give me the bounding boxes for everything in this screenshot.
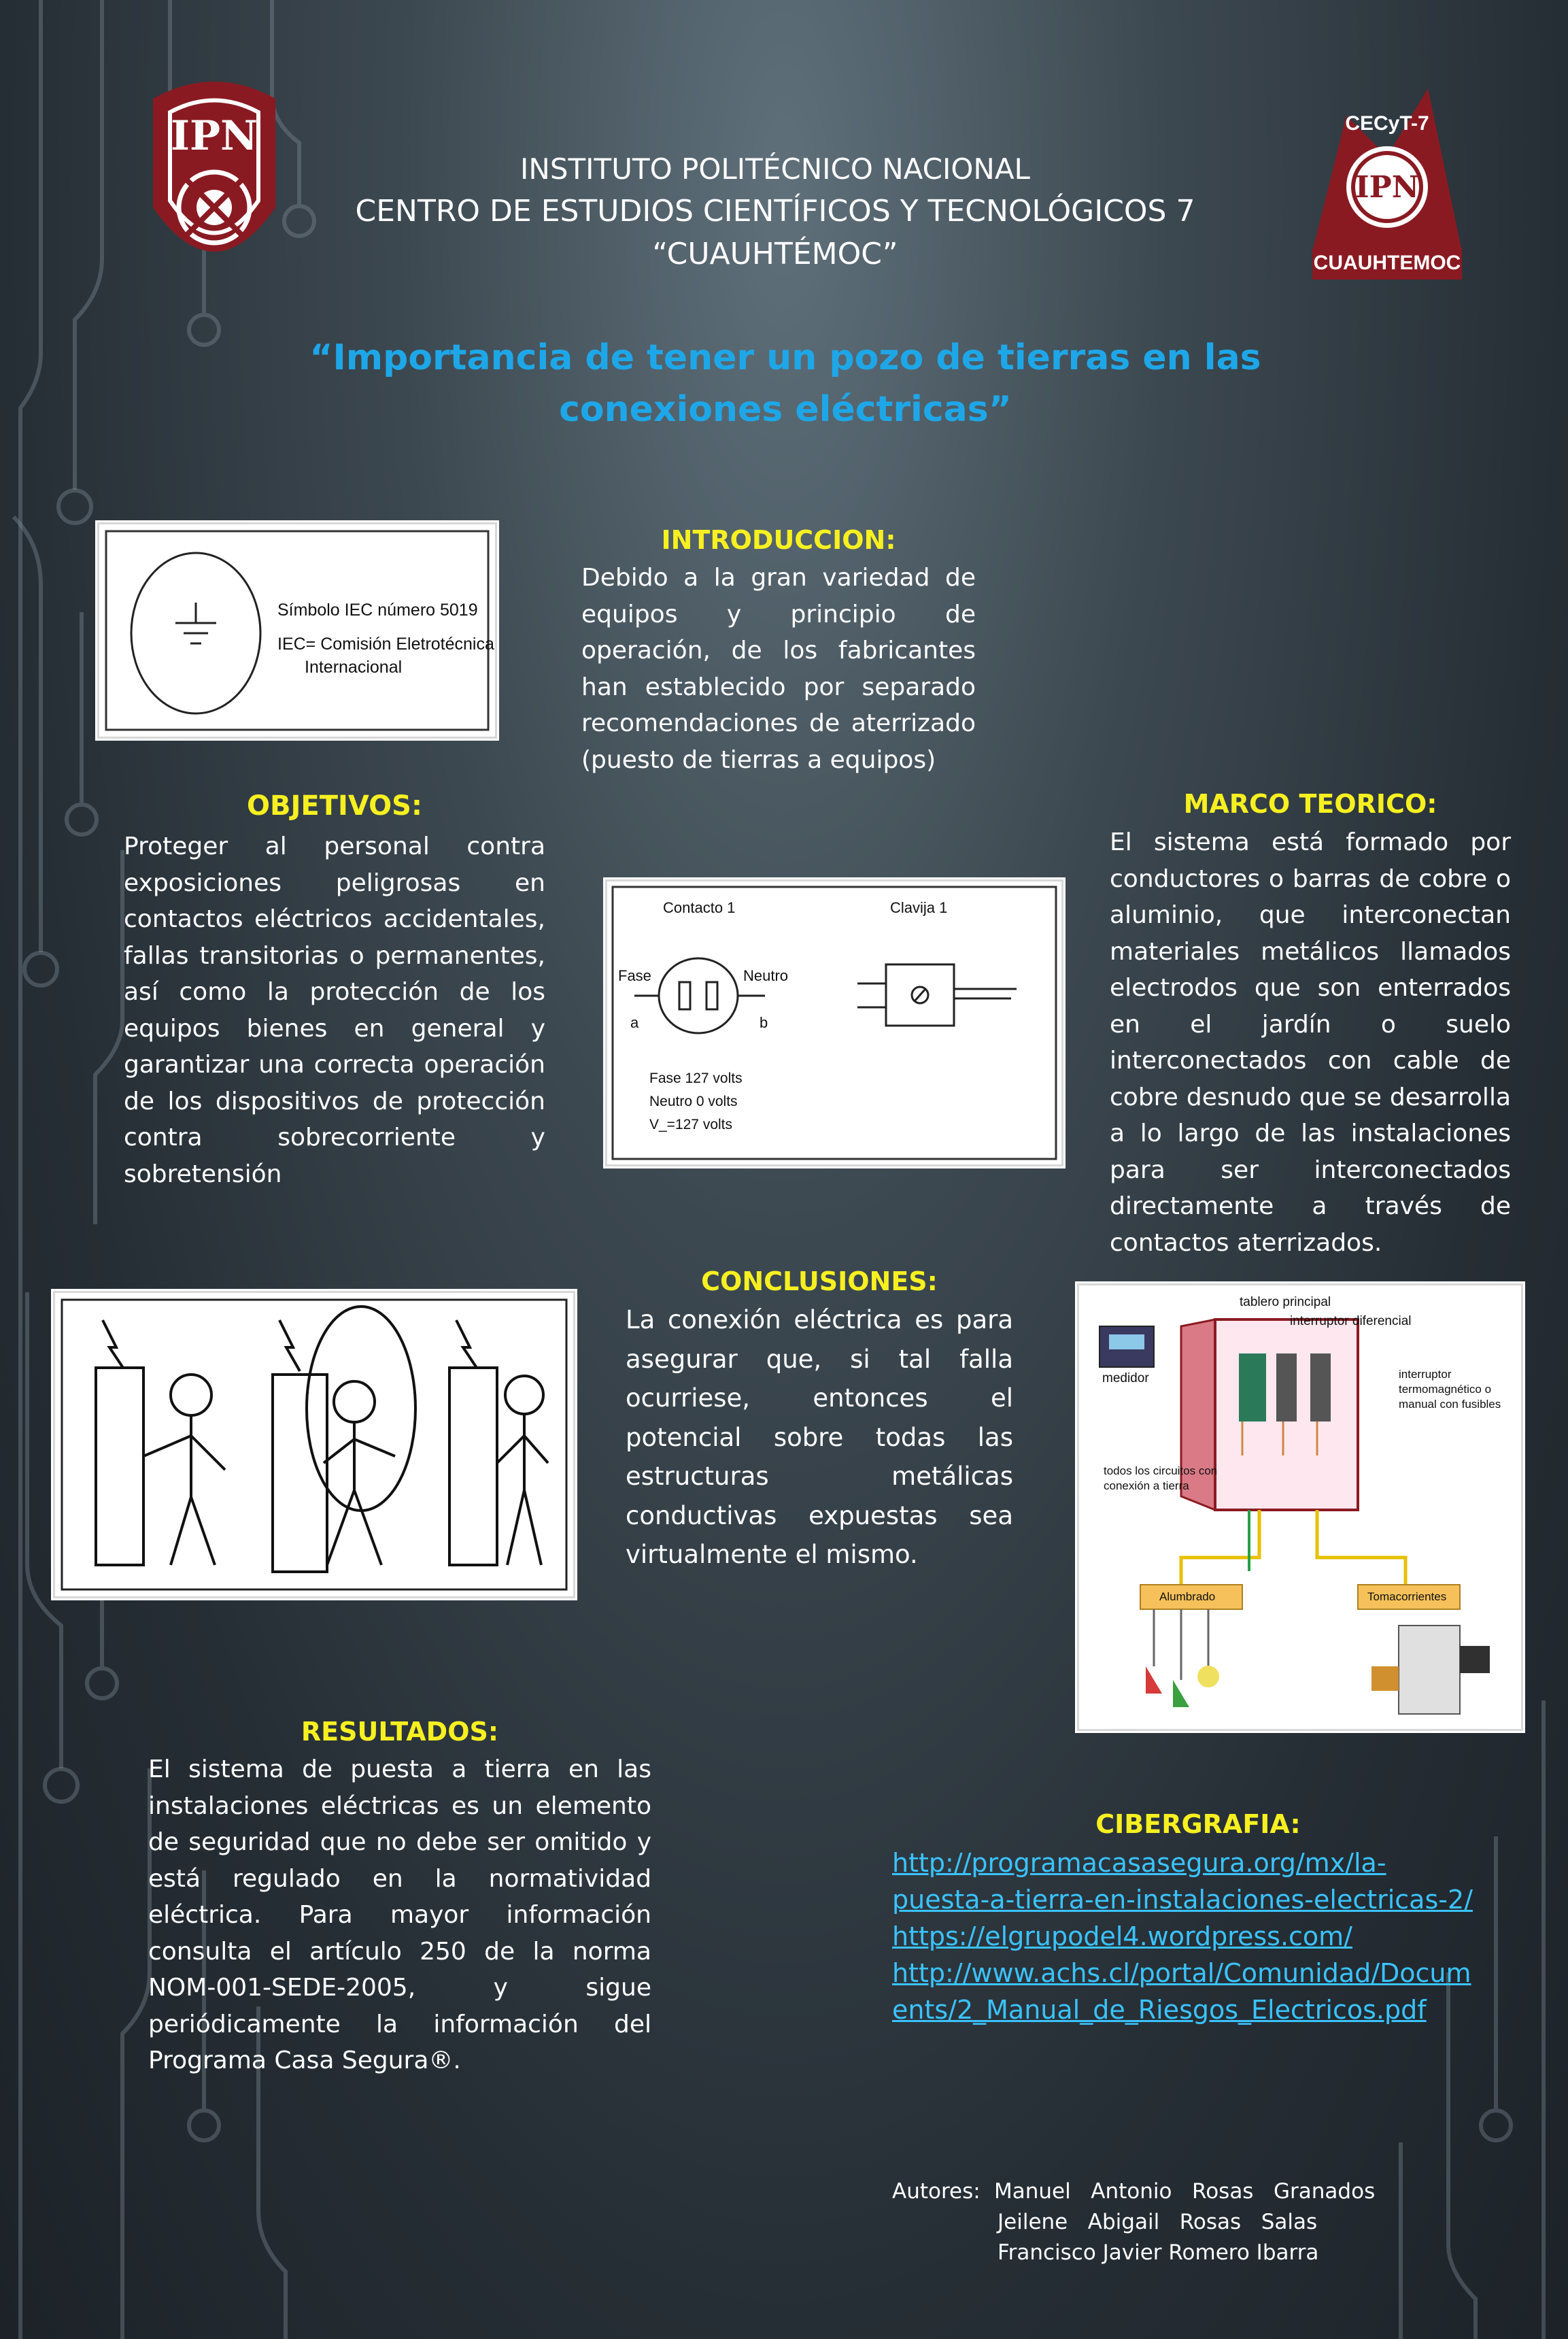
link-casa-segura-line-1[interactable]: http://programacasasegura.org/mx/la- xyxy=(892,1848,1386,1878)
resultados-heading: RESULTADOS: xyxy=(301,1717,499,1747)
voltage-fase-label: Fase 127 volts xyxy=(649,1071,743,1086)
iec-symbol-label-2: IEC= Comisión Eletrotécnica xyxy=(277,635,494,654)
fase-label: Fase xyxy=(618,967,651,984)
alumbrado-label: Alumbrado xyxy=(1159,1590,1216,1603)
institution-line-3: “CUAUHTÉMOC” xyxy=(652,237,898,271)
link-achs-line-1[interactable]: http://www.achs.cl/portal/Comunidad/Docum xyxy=(892,1958,1471,1988)
iec-symbol-label-1: Símbolo IEC número 5019 xyxy=(277,601,478,620)
conclusiones-heading: CONCLUSIONES: xyxy=(701,1266,938,1296)
poster-title xyxy=(299,332,1272,435)
author-2: Jeilene Abigail Rosas Salas xyxy=(998,2210,1318,2234)
terminal-b-label: b xyxy=(760,1014,768,1031)
introduccion-text: Debido a la gran variedad de equipos y principio de operación, de los fabricantes han establecido por separado recomendaciones de aterrizado (puesto de tierras a equipos) xyxy=(581,564,976,774)
shock-illustration-figure xyxy=(53,1291,575,1598)
neutro-label: Neutro xyxy=(743,967,789,984)
author-1: Manuel Antonio Rosas Granados xyxy=(994,2179,1376,2204)
link-achs-line-2[interactable]: ents/2_Manual_de_Riesgos_Electricos.pdf xyxy=(892,1995,1427,2025)
ipn-logo-text: IPN xyxy=(170,112,258,160)
link-casa-segura-line-2[interactable]: puesta-a-tierra-en-instalaciones-electricas-2/ xyxy=(892,1885,1473,1915)
terminal-a-label: a xyxy=(630,1014,639,1031)
cibergrafia-heading: CIBERGRAFIA: xyxy=(1095,1809,1301,1839)
iec-symbol-label-3: Internacional xyxy=(305,658,403,677)
poster-title-line-2: conexiones eléctricas” xyxy=(559,389,1012,430)
objetivos-text: Proteger al personal contra exposiciones peligrosas en contactos eléctricos accidentales, fallas transitorias o permanentes, así como la protección de los equipos bienes en general y garantizar una correcta operación de los dispositivos de protección contra sobrecorriente y sobretensión xyxy=(124,832,545,1188)
institution-line-1: INSTITUTO POLITÉCNICO NACIONAL xyxy=(520,152,1030,186)
interruptor-termomagnetico-label: interruptor termomagnético o manual con fusibles xyxy=(1399,1368,1501,1411)
tablero-label: tablero principal xyxy=(1240,1295,1331,1309)
poster-title-line-1: “Importancia de tener un pozo de tierras en las xyxy=(309,337,1261,378)
marco-teorico-text: El sistema está formado por conductores o barras de cobre o aluminio, que interconectan materiales metálicos llamados electrodos que son enterrados en el jardín o suelo interconectados con cable de cobre desnudo que se desarrolla a lo largo de las instalaciones para ser interconectados directamente a través de contactos aterrizados. xyxy=(1110,828,1511,1257)
authors-label: Autores: xyxy=(892,2179,981,2204)
institution-line-2: CENTRO DE ESTUDIOS CIENTÍFICOS Y TECNOLÓGICOS 7 xyxy=(355,194,1195,229)
conclusiones-text: La conexión eléctrica es para asegurar que, si tal falla ocurriese, entonces el potencial sobre todas las estructuras metálicas conductivas expuestas sea virtualmente el mismo. xyxy=(626,1305,1013,1569)
author-3: Francisco Javier Romero Ibarra xyxy=(998,2240,1319,2265)
iec-symbol-figure xyxy=(97,522,497,739)
tomacorrientes-label: Tomacorrientes xyxy=(1367,1590,1447,1603)
marco-teorico-heading: MARCO TEORICO: xyxy=(1183,789,1437,819)
cecyt-logo-bottom-text: CUAUHTEMOC xyxy=(1313,252,1461,274)
cecyt-logo-mid-text: IPN xyxy=(1355,170,1419,205)
contact-plug-figure xyxy=(605,879,1063,1166)
contacto-label: Contacto 1 xyxy=(663,899,736,916)
authors-block xyxy=(892,2176,1477,2268)
cecyt-logo xyxy=(1306,75,1469,282)
introduccion-heading: INTRODUCCION: xyxy=(661,525,896,555)
voltage-neutro-label: Neutro 0 volts xyxy=(649,1094,738,1109)
cibergrafia-links xyxy=(892,1845,1524,2028)
electrical-panel-figure xyxy=(1077,1283,1523,1731)
cecyt-logo-top-text: CECyT-7 xyxy=(1345,112,1429,135)
medidor-label: medidor xyxy=(1102,1371,1149,1385)
objetivos-heading: OBJETIVOS: xyxy=(247,790,422,822)
link-elgrupodel4[interactable]: https://elgrupodel4.wordpress.com/ xyxy=(892,1921,1352,1951)
interruptor-diferencial-label: interruptor diferencial xyxy=(1290,1314,1412,1328)
resultados-text: El sistema de puesta a tierra en las instalaciones eléctricas es un elemento de seguridad que no debe ser omitido y está regulado en la normatividad eléctrica. Para mayor información consulta el artículo 250 de la norma NOM-001-SEDE-2005, y sigue periódicamente la información del Programa Casa Segura®. xyxy=(148,1755,651,2074)
voltage-total-label: V_=127 volts xyxy=(649,1117,733,1132)
clavija-label: Clavija 1 xyxy=(890,899,948,916)
circuitos-label: todos los circuitos con conexión a tierra xyxy=(1104,1464,1218,1492)
